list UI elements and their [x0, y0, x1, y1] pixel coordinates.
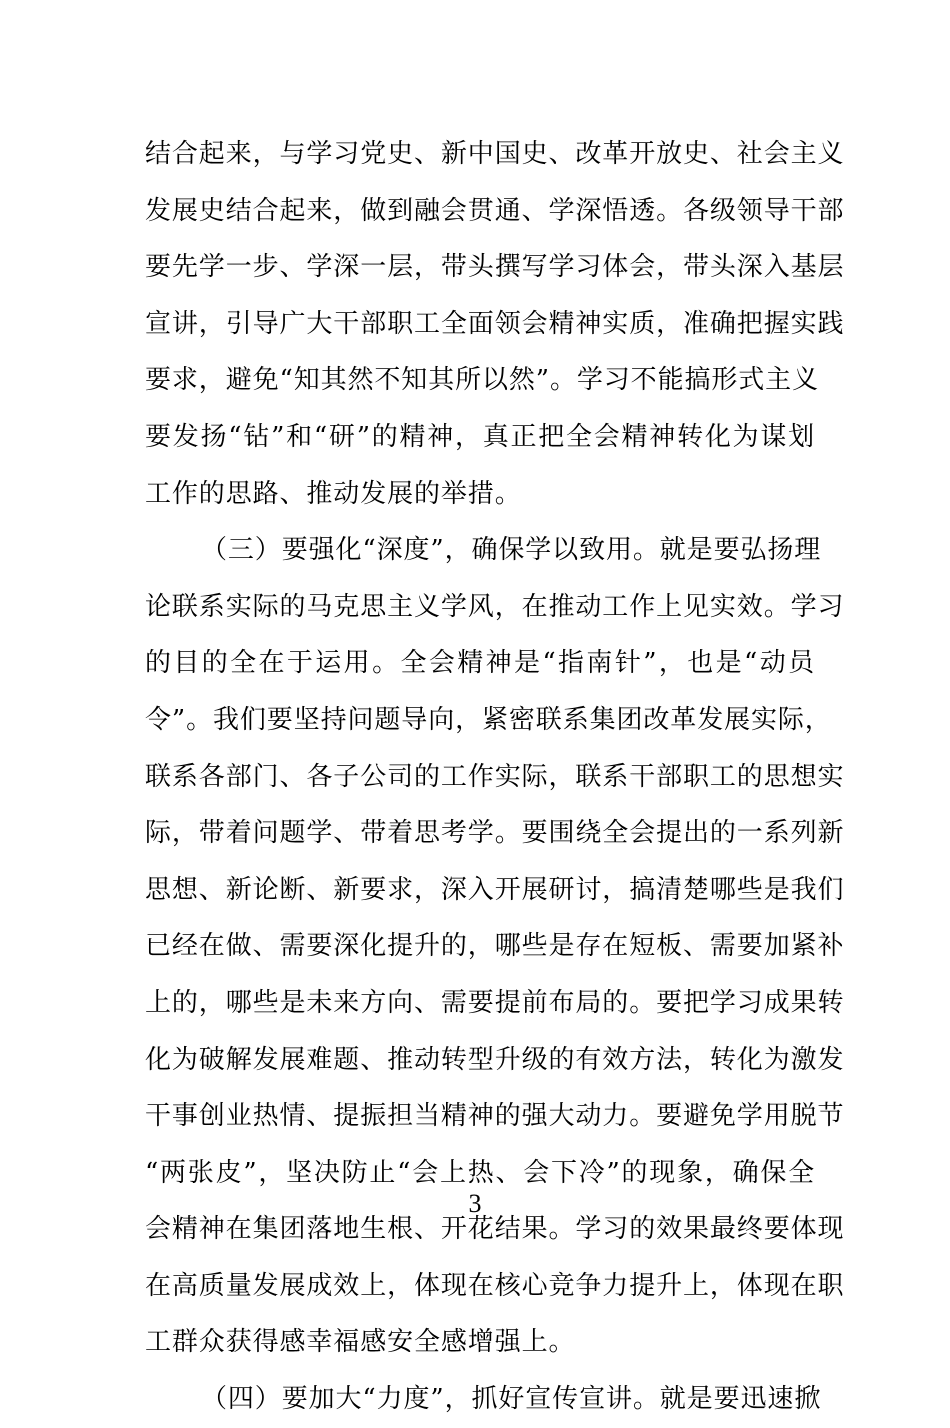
text-line: 干事创业热情、提振担当精神的强大动力。要避免学用脱节 — [145, 1101, 845, 1132]
paragraph-section-three — [145, 522, 845, 1371]
text-line: 论联系实际的马克思主义学风，在推动工作上见实效。学习 — [145, 591, 845, 622]
text-line: 工群众获得感幸福感安全感增强上。 — [145, 1327, 576, 1358]
text-line: 化为破解发展难题、推动转型升级的有效方法，转化为激发 — [145, 1044, 845, 1075]
page-number: 3 — [468, 1189, 482, 1218]
text-line: 联系各部门、各子公司的工作实际，联系干部职工的思想实 — [145, 761, 845, 792]
text-line: 已经在做、需要深化提升的，哪些是存在短板、需要加紧补 — [145, 931, 845, 962]
text-line: 上的，哪些是未来方向、需要提前布局的。要把学习成果转 — [145, 987, 845, 1018]
paragraph-continuation — [145, 126, 845, 522]
text-line: 发展史结合起来，做到融会贯通、学深悟透。各级领导干部 — [145, 195, 845, 226]
text-line: 要求，避免“知其然不知其所以然”。学习不能搞形式主义 — [145, 365, 819, 396]
text-line: 际，带着问题学、带着思考学。要围绕全会提出的一系列新 — [145, 818, 845, 849]
text-line: 结合起来，与学习党史、新中国史、改革开放史、社会主义 — [145, 139, 845, 169]
text-line: 宣讲，引导广大干部职工全面领会精神实质，准确把握实践 — [145, 308, 845, 339]
text-line: 思想、新论断、新要求，深入开展研讨，搞清楚哪些是我们 — [145, 874, 845, 905]
text-line: 要发扬“钻”和“研”的精神，真正把全会精神转化为谋划 — [145, 421, 815, 452]
text-line: 要先学一步、学深一层，带头撰写学习体会，带头深入基层 — [145, 252, 845, 283]
text-line: 在高质量发展成效上，体现在核心竞争力提升上，体现在职 — [145, 1270, 845, 1301]
text-line: 会精神在集团落地生根、开花结果。学习的效果最终要体现 — [145, 1214, 845, 1245]
section-heading-line: （四）要加大“力度”，抓好宣传宣讲。就是要迅速掀 — [201, 1384, 822, 1415]
section-heading-line: （三）要强化“深度”，确保学以致用。就是要弘扬理 — [201, 535, 822, 566]
text-line: 的目的全在于运用。全会精神是“指南针”，也是“动员 — [145, 648, 815, 679]
body-text — [145, 126, 845, 1428]
text-line: 工作的思路、推动发展的举措。 — [145, 478, 522, 509]
text-line: 令”。我们要坚持问题导向，紧密联系集团改革发展实际， — [145, 704, 832, 735]
paragraph-section-four — [145, 1371, 822, 1428]
text-line: “两张皮”，坚决防止“会上热、会下冷”的现象，确保全 — [145, 1157, 815, 1188]
